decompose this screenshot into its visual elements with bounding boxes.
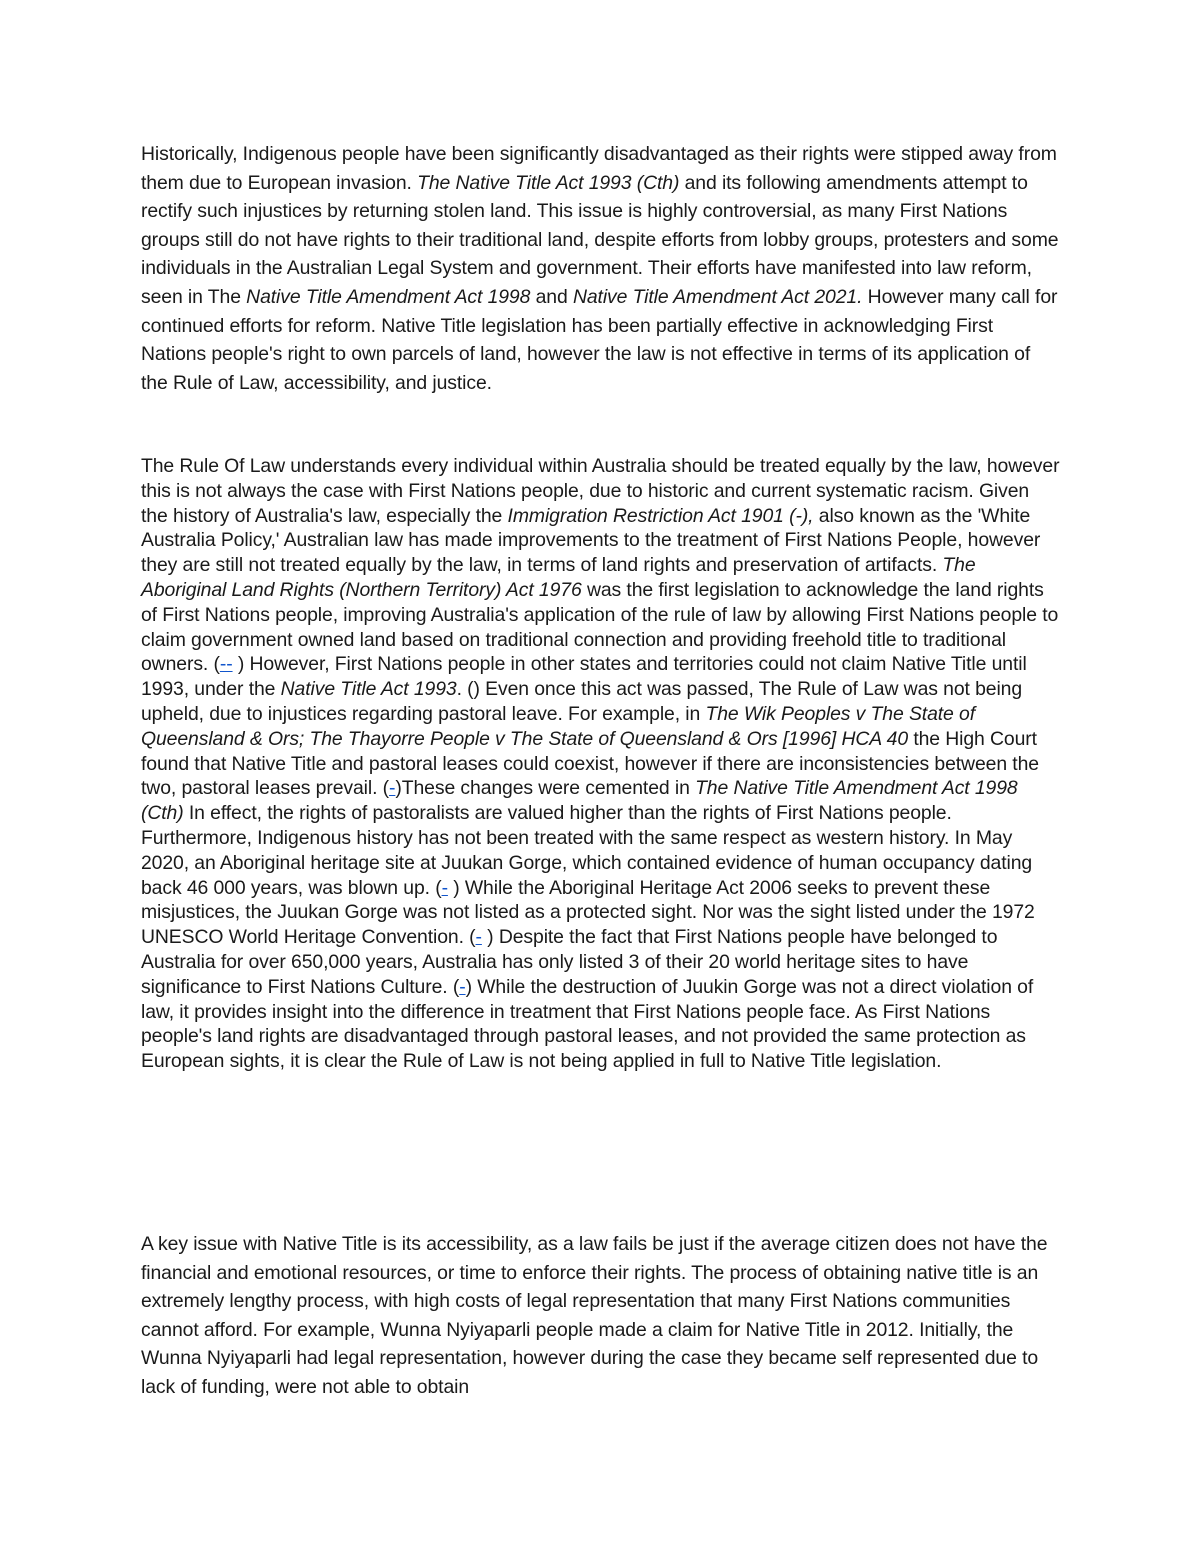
citation-link[interactable]: - bbox=[389, 777, 396, 800]
citation-link[interactable]: - bbox=[475, 926, 482, 949]
text-run: ) While the destruction of Juukin Gorge was not a direct violation of law, it provides insight into the difference in treatment that First Nations people face. As First Nations people's land rights are disadvantaged through pastoral leases, and not provided the same protection as European sights, it is clear the Rule of Law is not being applied in full to Native Title legislation. bbox=[141, 975, 1034, 1073]
italic-legislation-title: The Wik Peoples v The State of Queensland & Ors; The Thayorre People v The State of Queensland & Ors [1996] HCA 40 bbox=[141, 702, 975, 750]
italic-legislation-title: The Aboriginal Land Rights (Northern Territory) Act 1976 bbox=[141, 554, 976, 601]
text-run: )These changes were cemented in bbox=[395, 777, 696, 800]
citation-link[interactable]: -- bbox=[219, 653, 233, 676]
text-run: and its following amendments attempt to rectify such injustices by returning stolen land. This issue is highly controversial, as many First Nations groups still do not have rights to their traditional land, despite efforts from lobby groups, protesters and some individuals in the Australian Legal System and government. Their efforts have manifested into law reform, seen in The bbox=[141, 171, 1059, 308]
citation-link[interactable]: - bbox=[459, 975, 466, 998]
text-run: The Rule Of Law understands every individual within Australia should be treated equally by the law, however this is not always the case with First Nations people, due to historic and current systematic racism. Given the history of Australia's law, especially the bbox=[141, 455, 1060, 527]
text-run: In effect, the rights of pastoralists are valued higher than the rights of First Nations people. Furthermore, Indigenous history has not been treated with the same respect as western history. In May 2020, an Aboriginal heritage site at Juukan Gorge, which contained evidence of human occupancy dating back 46 000 years, was blown up. ( bbox=[141, 802, 1033, 899]
text-run: and bbox=[530, 285, 573, 308]
text-run: However many call for continued efforts for reform. Native Title legislation has been partially effective in acknowledging First Nations people's right to own parcels of land, however the law is not effective in terms of its application of the Rule of Law, accessibility, and justice. bbox=[141, 285, 1058, 394]
italic-legislation-title: The Native Title Amendment Act 1998 (Cth) bbox=[141, 777, 1018, 825]
paragraph-rule-of-law bbox=[141, 454, 1061, 1074]
italic-legislation-title: Native Title Act 1993 bbox=[280, 678, 457, 701]
text-run: . () Even once this act was passed, The Rule of Law was not being upheld, due to injustices regarding pastoral leave. For example, in bbox=[141, 678, 1023, 725]
text-run: also known as the 'White Australia Policy,' Australian law has made improvements to the treatment of First Nations People, however they are still not treated equally by the law, in terms of land rights and preservation of artifacts. bbox=[141, 504, 1041, 577]
text-run: ) Despite the fact that First Nations people have belonged to Australia for over 650,000 years, Australia has only listed 3 of their 20 world heritage sites to have significance to First Nations Culture. ( bbox=[141, 926, 998, 998]
paragraph-introduction bbox=[141, 140, 1061, 397]
text-run: Historically, Indigenous people have been significantly disadvantaged as their rights were stipped away from them due to European invasion. bbox=[141, 143, 1057, 194]
italic-legislation-title: The Native Title Act 1993 (Cth) bbox=[417, 171, 680, 194]
text-run: A key issue with Native Title is its accessibility, as a law fails be just if the average citizen does not have the financial and emotional resources, or time to enforce their rights. The process of obtaining native title is an extremely lengthy process, with high costs of legal representation that many First Nations communities cannot afford. For example, Wunna Nyiyaparli people made a claim for Native Title in 2012. Initially, the Wunna Nyiyaparli had legal representation, however during the case they became self represented due to lack of funding, were not able to obtain bbox=[141, 1233, 1048, 1398]
text-run: the High Court found that Native Title and pastoral leases could coexist, however if there are inconsistencies between the two, pastoral leases prevail. ( bbox=[141, 727, 1039, 800]
italic-legislation-title: Immigration Restriction Act 1901 (-), bbox=[507, 504, 814, 527]
text-run: ) While the Aboriginal Heritage Act 2006 seeks to prevent these misjustices, the Juukan Gorge was not listed as a protected sight. Nor was the sight listed under the 1972 UNESCO World Heritage Convention. ( bbox=[141, 876, 1035, 949]
citation-link[interactable]: - bbox=[441, 876, 448, 899]
text-run: was the first legislation to acknowledge the land rights of First Nations people, improving Australia's application of the rule of law by allowing First Nations people to claim government owned land based on traditional connection and providing freehold title to traditional owners. ( bbox=[141, 578, 1059, 676]
italic-legislation-title: Native Title Amendment Act 2021. bbox=[572, 285, 863, 308]
paragraph-accessibility bbox=[141, 1230, 1061, 1402]
text-run: ) However, First Nations people in other states and territories could not claim Native Title until 1993, under the bbox=[141, 653, 1027, 701]
italic-legislation-title: Native Title Amendment Act 1998 bbox=[246, 285, 531, 308]
